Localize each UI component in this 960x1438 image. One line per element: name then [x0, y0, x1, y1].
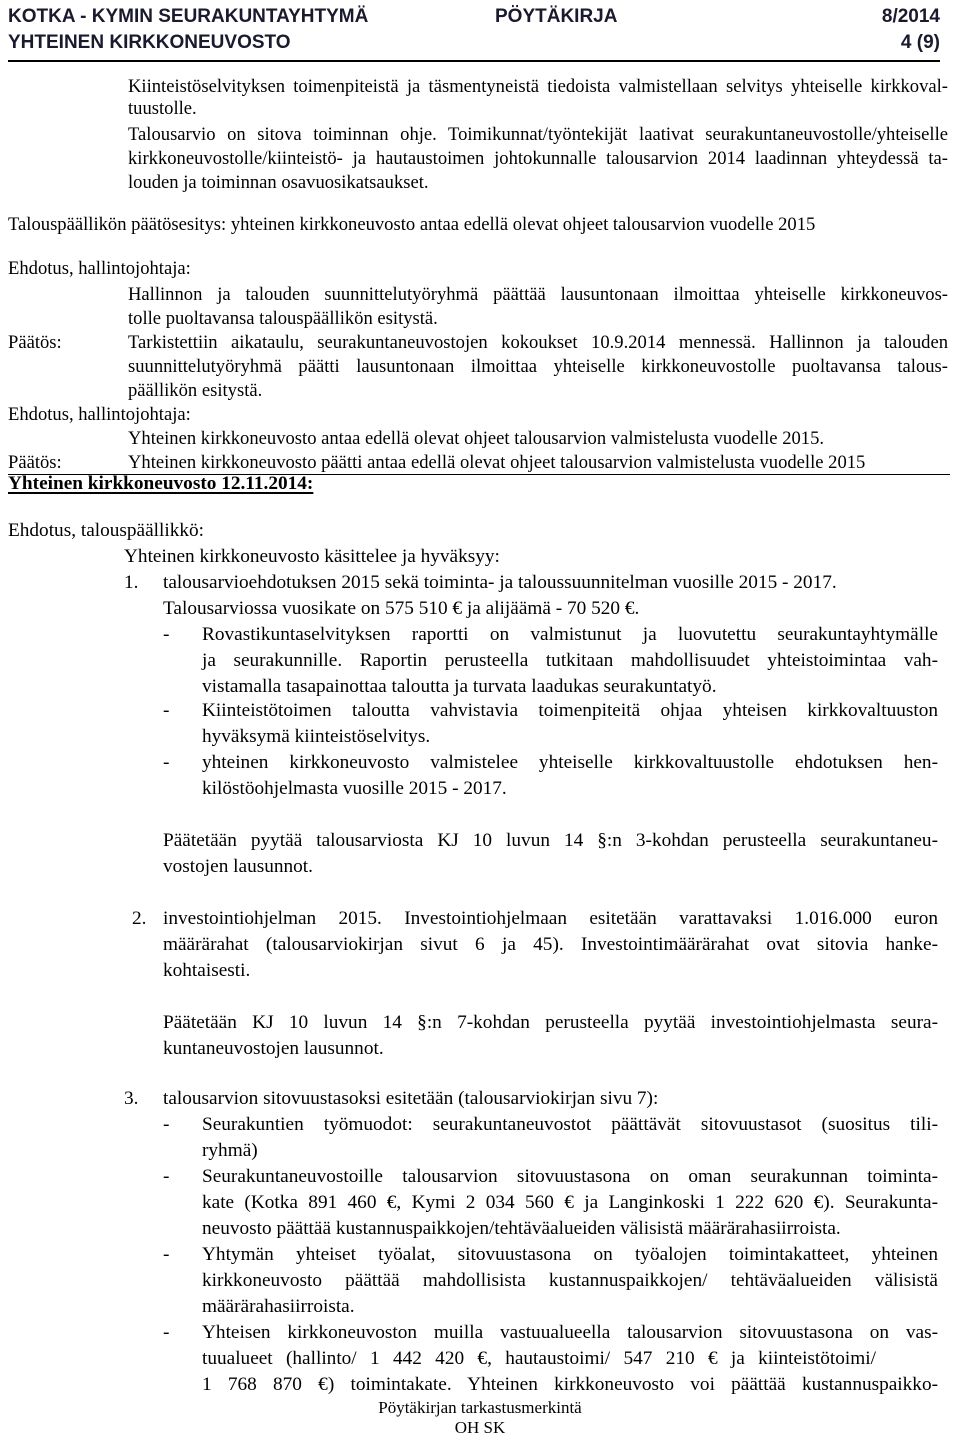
item-2-resolution-line-2: kuntaneuvostojen lausunnot.: [163, 1038, 384, 1059]
header-page-number: 4 (9): [900, 32, 940, 53]
item-3-bullet-3-line-3: määrärahasiirroista.: [202, 1296, 355, 1317]
item-3-bullet-1-line-1: Seurakuntien työmuodot: seurakuntaneuvostot päättävät sitovuustasot (suositus tili-: [202, 1114, 938, 1135]
intro-line-4: kirkkoneuvostolle/kiinteistö- ja hautaustoimen johtokunnalle talousarvion 2014 laadinnan yhteydessä ta-: [128, 148, 948, 169]
item-1-line-1: talousarvioehdotuksen 2015 sekä toiminta- ja taloussuunnitelman vuosille 2015 - 2017.: [163, 572, 837, 593]
intro-line-5: louden ja toiminnan osavuosikatsaukset.: [128, 172, 429, 193]
item-3-bullet-2-line-2: kate (Kotka 891 460 €, Kymi 2 034 560 € ja Langinkoski 1 222 620 €). Seurakunta-: [202, 1192, 938, 1213]
item-1-bullet-2-dash: -: [163, 700, 170, 721]
meeting-heading: [8, 473, 313, 495]
item-1-resolution-line-2: vostojen lausunnot.: [163, 856, 313, 877]
item-3-bullet-3-line-2: kirkkoneuvosto päättää mahdollisista kustannuspaikkojen/ tehtäväalueiden välisistä: [202, 1270, 938, 1291]
item-2-line-1: investointiohjelman 2015. Investointiohjelmaan esitetään varattavaksi 1.016.000 euron: [163, 908, 938, 929]
item-1-bullet-2-line-1: Kiinteistötoimen taloutta vahvistavia toimenpiteitä ohjaa yhteisen kirkkovaltuuston: [202, 700, 938, 721]
proposal-3-intro: Yhteinen kirkkoneuvosto käsittelee ja hyväksyy:: [124, 546, 500, 567]
item-3-line-1: talousarvion sitovuustasoksi esitetään (talousarviokirjan sivu 7):: [163, 1088, 659, 1109]
proposal-label-2: Ehdotus, hallintojohtaja:: [8, 404, 191, 425]
item-3-bullet-4-line-3: 1 768 870 €) toimintakate. Yhteinen kirkkoneuvosto voi päättää kustannuspaikko-: [202, 1374, 938, 1395]
proposal-label-3: Ehdotus, talouspäällikkö:: [8, 520, 205, 541]
proposal-2-line-1: Yhteinen kirkkoneuvosto antaa edellä olevat ohjeet talousarvion valmistelusta vuodelle 2015.: [128, 428, 825, 449]
decision-1-line-3: päällikön esitystä.: [128, 380, 263, 401]
footer-initials: OH SK: [454, 1418, 506, 1437]
decision-1-line-2: suunnittelutyöryhmä päätti lausuntonaan ilmoittaa yhteiselle kirkkoneuvostolle puoltavansa talous-: [128, 356, 948, 377]
footer-review-label: Pöytäkirjan tarkastusmerkintä: [378, 1398, 582, 1417]
item-1-bullet-1-line-1: Rovastikuntaselvityksen raportti on valmistunut ja luovutettu seurakuntayhtymälle: [202, 624, 938, 645]
item-2-number: 2.: [132, 908, 147, 929]
item-3-bullet-4-line-1: Yhteisen kirkkoneuvoston muilla vastuualueella talousarvion sitovuustasona on vas-: [202, 1322, 938, 1343]
item-1-bullet-1-line-3: vistamalla tasapainottaa taloutta ja turvata laadukas seurakuntatyö.: [202, 676, 717, 697]
page-header: [8, 4, 940, 62]
item-3-bullet-1-dash: -: [163, 1114, 170, 1135]
item-1-bullet-2-line-2: hyväksymä kiinteistöselvitys.: [202, 726, 431, 747]
item-3-bullet-2-line-1: Seurakuntaneuvostoille talousarvion sitovuustasona on oman seurakunnan toiminta-: [202, 1166, 938, 1187]
intro-line-1: Kiinteistöselvityksen toimenpiteistä ja täsmentyneistä tiedoista valmistellaan selvitys yhteiselle kirkkoval-: [128, 76, 948, 97]
section-divider: [8, 474, 950, 476]
item-3-bullet-1-line-2: ryhmä): [202, 1140, 258, 1161]
proposal-label-1: Ehdotus, hallintojohtaja:: [8, 258, 191, 279]
item-3-number: 3.: [124, 1088, 139, 1109]
item-3-bullet-3-dash: -: [163, 1244, 170, 1265]
item-2-line-3: kohtaisesti.: [163, 960, 251, 981]
decision-2-line-1: Yhteinen kirkkoneuvosto päätti antaa edellä olevat ohjeet talousarvion valmistelusta vuodelle 2015: [128, 452, 866, 473]
item-2-resolution-line-1: Päätetään KJ 10 luvun 14 §:n 7-kohdan perusteella pyytää investointiohjelmasta seura-: [163, 1012, 938, 1033]
header-document-number: 8/2014: [881, 6, 940, 27]
item-1-bullet-3-dash: -: [163, 752, 170, 773]
item-1-bullet-3-line-2: kilöstöohjelmasta vuosille 2015 - 2017.: [202, 778, 507, 799]
header-body-name: YHTEINEN KIRKKONEUVOSTO: [8, 32, 291, 53]
intro-line-3: Talousarvio on sitova toiminnan ohje. Toimikunnat/työntekijät laativat seurakuntaneuvostolle/yhteiselle: [128, 124, 948, 145]
item-3-bullet-4-dash: -: [163, 1322, 170, 1343]
item-3-bullet-4-line-2: tuualueet (hallinto/ 1 442 420 €, hautaustoimi/ 547 210 € ja kiinteistötoimi/: [202, 1348, 876, 1369]
item-1-bullet-1-line-2: ja seurakunnille. Raportin perusteella tutkitaan mahdollisuudet yhteistoimintaa vah-: [202, 650, 938, 671]
decision-label-2: Päätös:: [8, 452, 62, 473]
proposal-1-line-1: Hallinnon ja talouden suunnittelutyöryhmä päättää lausuntonaan ilmoittaa yhteiselle kirkkoneuvos-: [128, 284, 948, 305]
item-1-line-2: Talousarviossa vuosikate on 575 510 € ja alijäämä - 70 520 €.: [163, 598, 640, 619]
item-1-bullet-3-line-1: yhteinen kirkkoneuvosto valmistelee yhteiselle kirkkovaltuustolle ehdotuksen hen-: [202, 752, 938, 773]
item-1-number: 1.: [124, 572, 139, 593]
item-3-bullet-2-dash: -: [163, 1166, 170, 1187]
intro-line-2: tuustolle.: [128, 98, 197, 119]
item-1-resolution-line-1: Päätetään pyytää talousarviosta KJ 10 luvun 14 §:n 3-kohdan perusteella seurakuntaneu-: [163, 830, 938, 851]
item-1-bullet-1-dash: -: [163, 624, 170, 645]
meeting-heading-text: Yhteinen kirkkoneuvosto 12.11.2014:: [8, 473, 314, 494]
decision-1-line-1: Tarkistettiin aikataulu, seurakuntaneuvostojen kokoukset 10.9.2014 mennessä. Hallinnon ja talouden: [128, 332, 948, 353]
proposal-1-line-2: tolle puoltavansa talouspäällikön esitystä.: [128, 308, 438, 329]
header-document-type: PÖYTÄKIRJA: [495, 6, 618, 27]
proposal-heading: Talouspäällikön päätösesitys: yhteinen kirkkoneuvosto antaa edellä olevat ohjeet talousarvion vuodelle 2015: [8, 214, 816, 235]
item-3-bullet-2-line-3: neuvosto päättää kustannuspaikkojen/tehtäväalueiden välisistä määrärahasiirroista.: [202, 1218, 841, 1239]
item-2-line-2: määrärahat (talousarviokirjan sivut 6 ja 45). Investointimäärärahat ovat sitovia hanke-: [163, 934, 938, 955]
header-organization: KOTKA - KYMIN SEURAKUNTAYHTYMÄ: [8, 6, 369, 27]
decision-label-1: Päätös:: [8, 332, 62, 353]
item-3-bullet-3-line-1: Yhtymän yhteiset työalat, sitovuustasona on työalojen toimintakatteet, yhteinen: [202, 1244, 938, 1265]
